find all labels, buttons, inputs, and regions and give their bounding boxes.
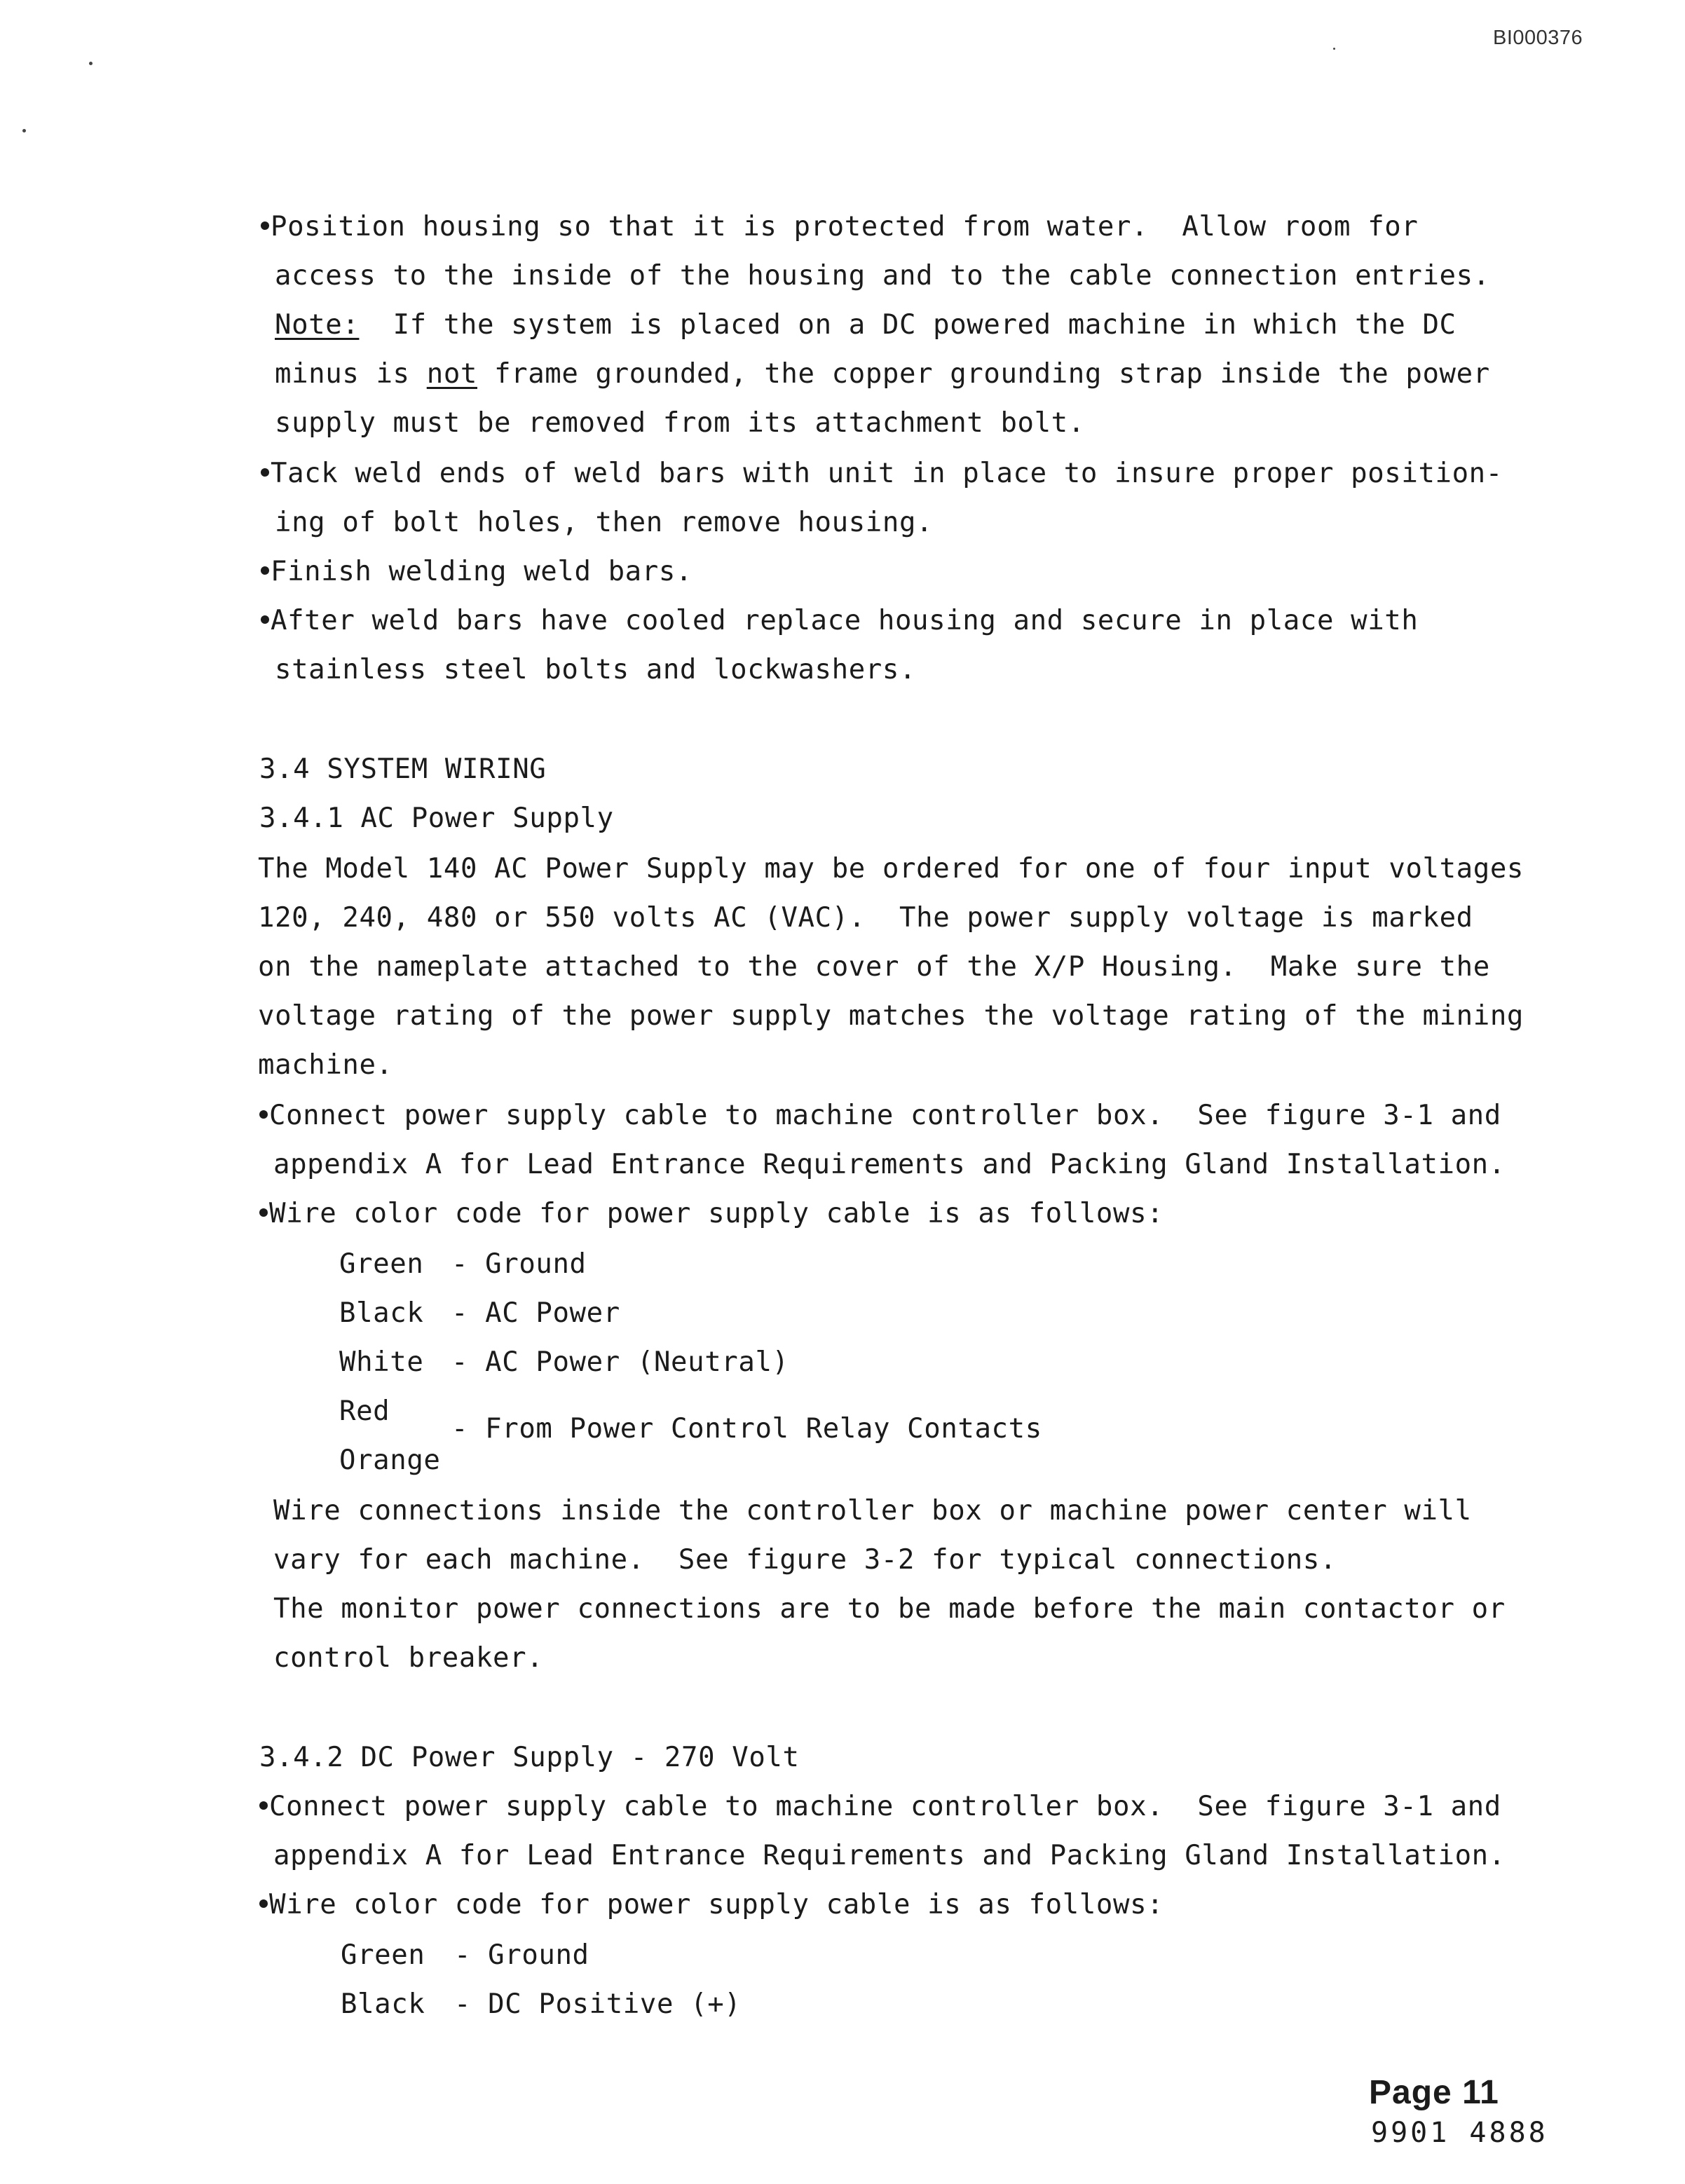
bullet-icon [261,615,269,624]
bullet-icon [259,1208,268,1217]
text-line: The Model 140 AC Power Supply may be ordered for one of four input voltages [258,853,1524,885]
bullet-wire-color-code: Wire color code for power supply cable is as follows: [259,1888,1164,1922]
text-line: ing of bolt holes, then remove housing. [275,507,934,538]
section-heading: 3.4 SYSTEM WIRING [259,753,547,785]
note-line: Note: If the system is placed on a DC powered machine in which the DC [275,309,1457,341]
wire-color: Red [339,1395,390,1427]
text-line: machine. [258,1049,393,1081]
text-line: The monitor power connections are to be made before the main contactor or [273,1593,1506,1625]
wire-desc: - AC Power [451,1297,620,1329]
bullet-icon [259,1899,268,1908]
bullet-icon [259,1801,268,1810]
text-line: on the nameplate attached to the cover of the X/P Housing. Make sure the [258,951,1490,983]
page-number: Page 11 [1369,2074,1499,2111]
bullet-icon [261,221,269,230]
text-line: appendix A for Lead Entrance Requirements and Packing Gland Installation. [273,1149,1506,1180]
bullet-icon [261,566,269,575]
relay-contacts-desc: - From Power Control Relay Contacts [451,1413,1042,1445]
note-label: Note: [275,309,360,341]
scan-speck [1333,48,1335,50]
page-code: 9901 4888 [1371,2117,1548,2149]
wire-color: Orange [339,1445,441,1476]
text-line: voltage rating of the power supply matches the voltage rating of the mining [258,1000,1524,1032]
text-line: Wire connections inside the controller box or machine power center will [273,1495,1472,1527]
wire-color: White [339,1346,424,1378]
subsection-heading: 3.4.1 AC Power Supply [259,803,614,834]
bullet-connect-cable: Connect power supply cable to machine controller box. See figure 3-1 and [259,1790,1501,1824]
bullet-tack-weld: Tack weld ends of weld bars with unit in place to insure proper position- [261,457,1503,491]
text-line: 120, 240, 480 or 550 volts AC (VAC). The power supply voltage is marked [258,902,1473,934]
wire-color: Black [339,1297,424,1329]
wire-desc: - Ground [451,1248,587,1280]
wire-color: Green [341,1939,425,1971]
wire-desc: - DC Positive (+) [454,1988,742,2020]
wire-color: Green [339,1248,424,1280]
subsection-heading: 3.4.2 DC Power Supply - 270 Volt [259,1742,800,1773]
bullet-connect-cable: Connect power supply cable to machine controller box. See figure 3-1 and [259,1099,1501,1133]
text-line: vary for each machine. See figure 3-2 for typical connections. [273,1544,1337,1576]
text-line: stainless steel bolts and lockwashers. [275,654,917,685]
document-id: BI000376 [1493,27,1583,49]
scan-speck [89,62,93,65]
wire-desc: - Ground [454,1939,589,1971]
text-line: appendix A for Lead Entrance Requirements and Packing Gland Installation. [273,1840,1506,1871]
text-line: supply must be removed from its attachment bolt. [275,407,1085,439]
bullet-icon [259,1110,268,1119]
text-line: minus is not frame grounded, the copper grounding strap inside the power [275,358,1490,390]
bullet-after-weld: After weld bars have cooled replace housing and secure in place with [261,604,1418,638]
text-line: access to the inside of the housing and to the cable connection entries. [275,260,1490,292]
bullet-wire-color-code: Wire color code for power supply cable is as follows: [259,1197,1164,1231]
bullet-icon [261,468,269,477]
emphasis-not: not [426,358,477,390]
text-line: control breaker. [273,1642,544,1674]
bullet-finish-welding: Finish welding weld bars. [261,555,693,589]
scan-speck [22,129,26,132]
wire-color: Black [341,1988,425,2020]
wire-desc: - AC Power (Neutral) [451,1346,789,1378]
bullet-position-housing: Position housing so that it is protected from water. Allow room for [261,210,1418,244]
